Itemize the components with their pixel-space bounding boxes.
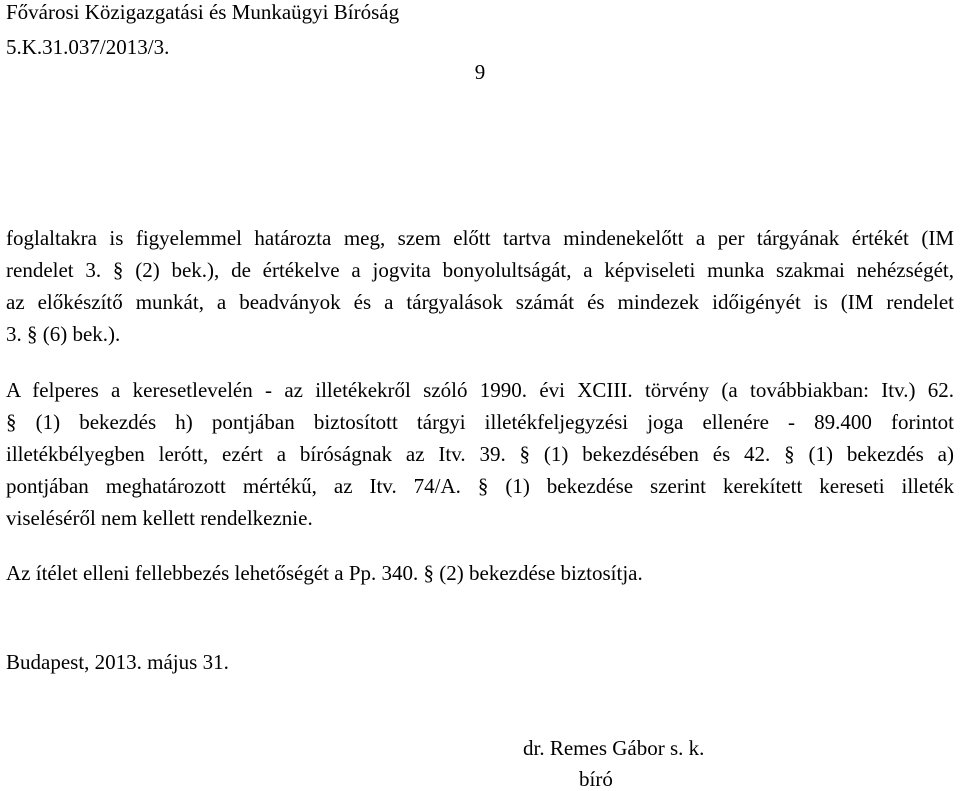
paragraph-line: illetékbélyegben lerótt, ezért a bíróságnak az Itv. 39. § (1) bekezdésében és 42. § (1) bekezdés a) [6, 442, 954, 466]
place-date: Budapest, 2013. május 31. [6, 650, 229, 674]
signature-name: dr. Remes Gábor s. k. [523, 736, 705, 760]
page-number: 9 [474, 60, 486, 84]
paragraph-line: foglaltakra is figyelemmel határozta meg, szem előtt tartva mindenekelőtt a per tárgyának értékét (IM [6, 226, 954, 250]
paragraph-line: A felperes a keresetlevelén - az illetékekről szóló 1990. évi XCIII. törvény (a továbbiakban: Itv.) 62. [6, 378, 954, 402]
paragraph-line: viseléséről nem kellett rendelkeznie. [6, 506, 313, 530]
paragraph-line: § (1) bekezdés h) pontjában biztosított tárgyi illetékfeljegyzési joga ellenére - 89.400 forintot [6, 410, 954, 434]
paragraph-line: rendelet 3. § (2) bek.), de értékelve a jogvita bonyolultságát, a képviseleti munka szakmai nehézségét, [6, 258, 954, 282]
court-name: Fővárosi Közigazgatási és Munkaügyi Bíróság [6, 0, 400, 24]
paragraph-line: 3. § (6) bek.). [6, 322, 121, 346]
appeal-notice: Az ítélet elleni fellebbezés lehetőségét a Pp. 340. § (2) bekezdése biztosítja. [6, 561, 643, 585]
case-number: 5.K.31.037/2013/3. [6, 35, 170, 59]
signature-title: bíró [579, 767, 613, 791]
paragraph-line: az előkészítő munkát, a beadványok és a tárgyalások számát és mindezek időigényét is (IM rendelet [6, 290, 954, 314]
paragraph-line: pontjában meghatározott mértékű, az Itv. 74/A. § (1) bekezdése szerint kerekített kereseti illeték [6, 474, 954, 498]
